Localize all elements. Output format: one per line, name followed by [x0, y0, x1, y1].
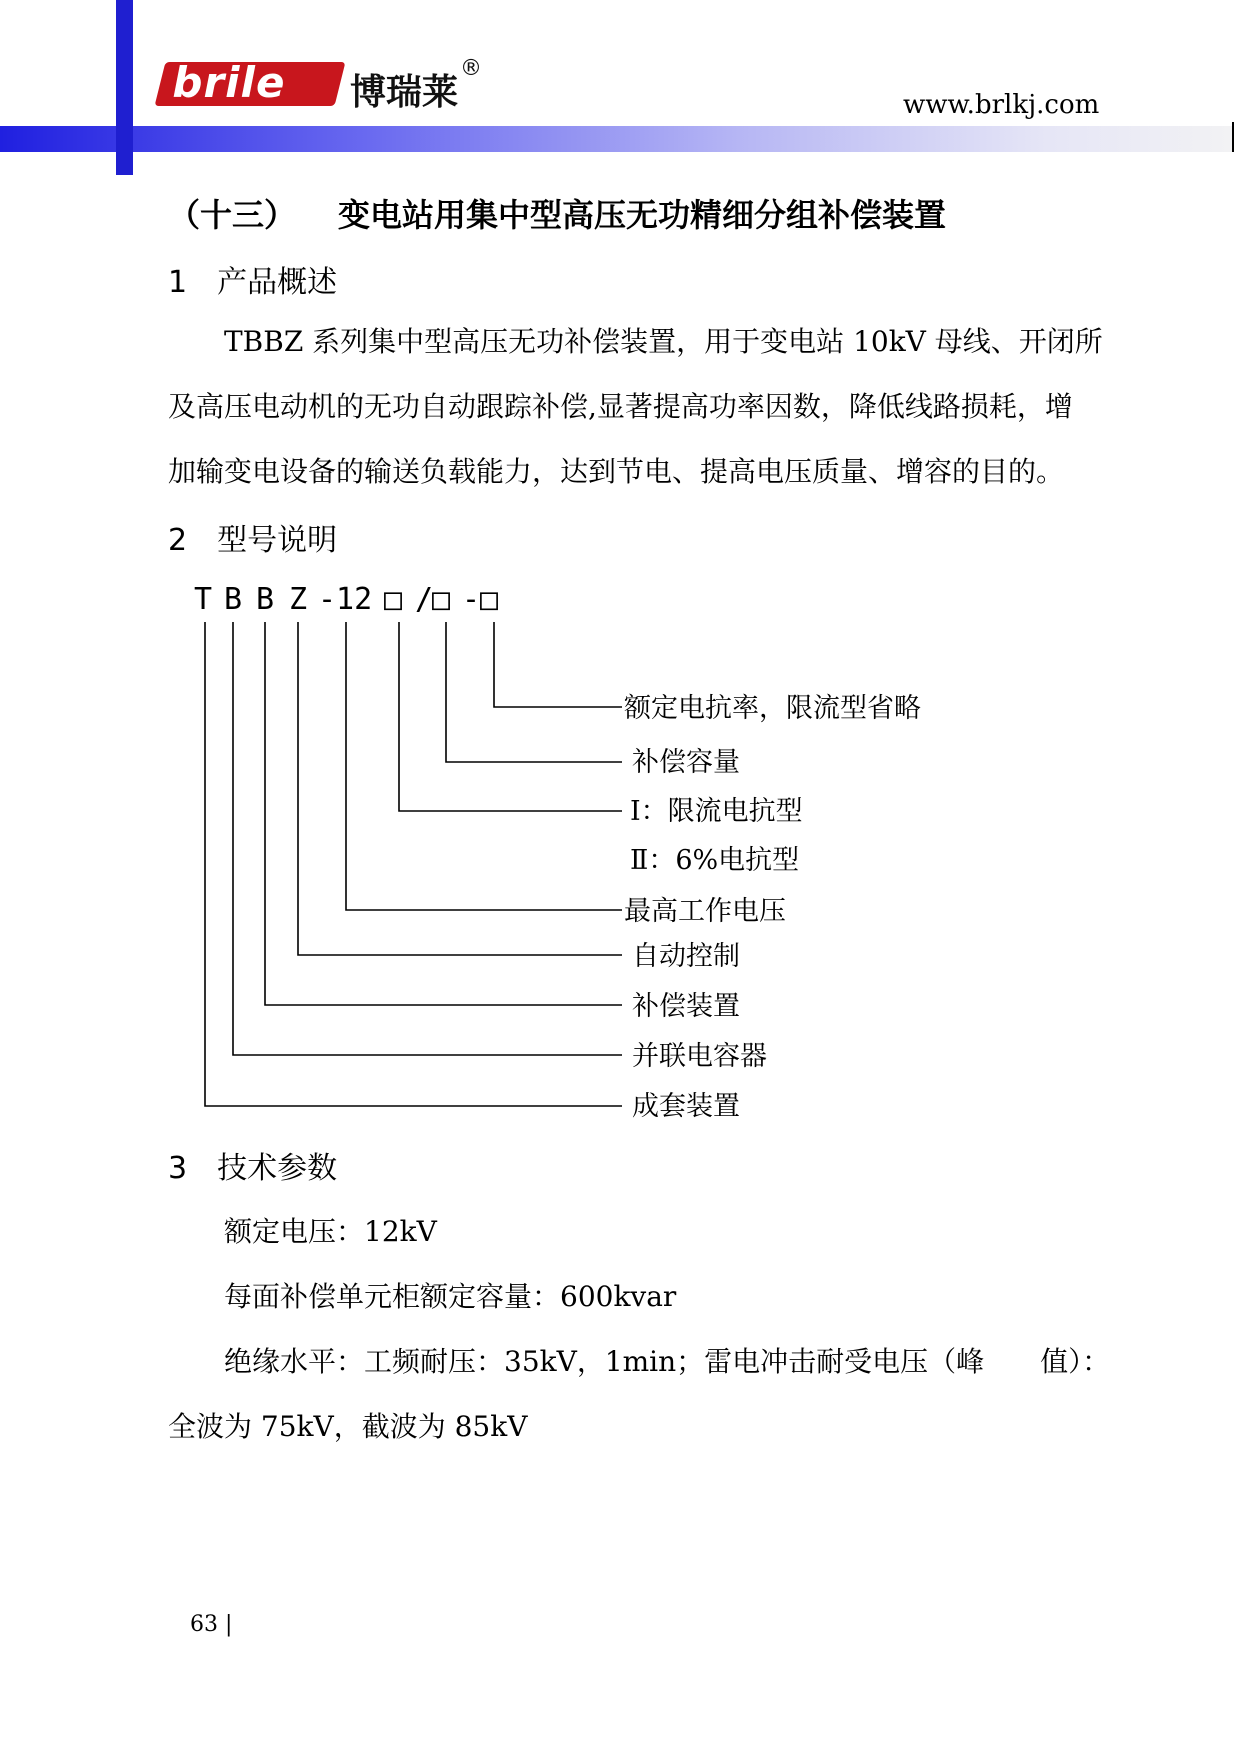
label-type-1: Ⅰ：限流电抗型: [630, 796, 803, 827]
label-capacity: 补偿容量: [632, 747, 740, 778]
website-url[interactable]: www.brlkj.com: [903, 90, 1100, 120]
leader-line-reactance-rate: [494, 622, 622, 707]
code-slash: /: [415, 582, 434, 617]
overview-line-1: TBBZ 系列集中型高压无功补偿装置，用于变电站 10kV 母线、开闭所: [224, 325, 1103, 358]
logo-chinese-text: 博瑞莱: [350, 72, 459, 113]
section-heading-specs: 3 技术参数: [168, 1151, 338, 1186]
code-box-3: □: [480, 582, 499, 617]
label-max-voltage: 最高工作电压: [624, 896, 786, 927]
spec-rated-capacity: 每面补偿单元柜额定容量：600kvar: [224, 1280, 677, 1313]
logo-latin-text: brile: [172, 58, 286, 107]
label-parallel-capacitor: 并联电容器: [632, 1041, 767, 1072]
chapter-number: （十三）: [168, 196, 297, 234]
label-reactance-rate: 额定电抗率，限流型省略: [624, 693, 921, 724]
overview-line-3: 加输变电设备的输送负载能力，达到节电、提高电压质量、增容的目的。: [168, 455, 1065, 488]
registered-mark: ®: [460, 56, 482, 81]
leader-line-max-voltage: [346, 622, 622, 910]
spec-insulation-level: 绝缘水平：工频耐压：35kV，1min；雷电冲击耐受电压（峰 值）：: [224, 1345, 1111, 1378]
label-complete-set: 成套装置: [632, 1091, 740, 1122]
leader-line-parallel-capacitor: [233, 622, 622, 1055]
leader-line-type: [399, 622, 622, 811]
code-voltage: -12: [318, 582, 373, 617]
page-title: 变电站用集中型高压无功精细分组补偿装置: [338, 196, 947, 234]
label-auto-control: 自动控制: [632, 941, 740, 972]
leader-line-capacity: [446, 622, 622, 762]
section-heading-model: 2 型号说明: [168, 523, 338, 558]
code-letter-b2: B: [256, 582, 275, 617]
code-box-1: □: [384, 582, 403, 617]
code-dash: -: [462, 582, 481, 617]
label-compensation: 补偿装置: [632, 991, 740, 1022]
code-letter-t: T: [194, 582, 213, 617]
leader-line-complete-set: [205, 622, 622, 1106]
leader-line-compensation: [265, 622, 622, 1005]
code-letter-b1: B: [224, 582, 243, 617]
spec-rated-voltage: 额定电压：12kV: [224, 1215, 437, 1248]
label-type-2: Ⅱ：6%电抗型: [630, 845, 800, 876]
overview-line-2: 及高压电动机的无功自动跟踪补偿,显著提高功率因数，降低线路损耗，增: [168, 390, 1073, 423]
spec-wave-values: 全波为 75kV，截波为 85kV: [168, 1410, 528, 1443]
code-letter-z: Z: [289, 582, 308, 617]
page-number: 63 |: [190, 1612, 233, 1637]
code-box-2: □: [432, 582, 451, 617]
section-heading-overview: 1 产品概述: [168, 265, 338, 300]
